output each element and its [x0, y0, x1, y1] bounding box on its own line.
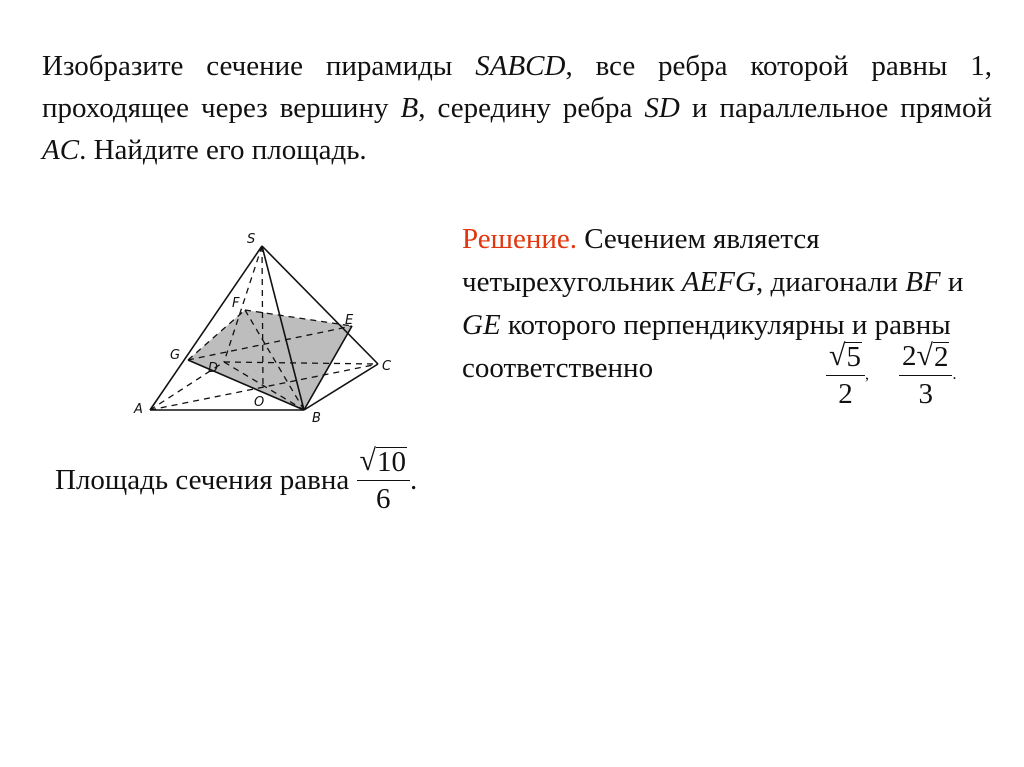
edge-name: SD [644, 92, 680, 124]
radical-sign: √ [829, 339, 846, 372]
solution-part: Сечением является четырехугольник [462, 223, 820, 298]
fraction-sqrt5-over-2 [826, 340, 865, 410]
denominator: 2 [838, 378, 853, 410]
solution-part: , диагонали [755, 266, 906, 298]
label-d: D [208, 361, 219, 376]
separator: , [864, 366, 869, 383]
pyramid-name: SABCD [475, 50, 566, 82]
problem-statement [42, 45, 992, 171]
label-f: F [232, 296, 240, 311]
fraction-bar [899, 375, 952, 376]
radicand: 2 [933, 341, 949, 373]
fraction-sqrt10-over-6 [357, 445, 410, 515]
section-name: AEFG [681, 266, 756, 298]
label-e: E [345, 313, 354, 328]
radicand: 5 [846, 341, 861, 373]
radicand: 10 [376, 446, 406, 478]
fraction-bar [357, 480, 410, 481]
coefficient: 2 [901, 340, 917, 372]
solution-label: Решение. [462, 223, 577, 255]
diagonal-name: BF [905, 266, 941, 298]
fraction-2sqrt2-over-3 [899, 340, 952, 410]
radical-sign: √ [916, 339, 933, 372]
denominator: 6 [376, 483, 391, 515]
period: . [409, 464, 418, 496]
pyramid-figure [120, 222, 410, 432]
area-text: Площадь сечения равна [55, 464, 350, 496]
problem-text: , все ребра которой равны 1, проходящее через вершину [42, 50, 993, 124]
fraction-bar [826, 375, 865, 376]
radical-sign: √ [359, 444, 376, 477]
solution-part: и [940, 266, 964, 298]
label-c: C [382, 359, 392, 374]
label-g: G [170, 348, 181, 363]
label-b: B [312, 411, 321, 426]
diagonal-name: GE [462, 309, 501, 341]
problem-text: . Найдите его площадь. [79, 134, 367, 166]
problem-text: Изобразите сечение пирамиды [42, 50, 476, 82]
label-a: A [134, 402, 143, 417]
denominator: 3 [918, 378, 933, 410]
line-name: AC [42, 134, 80, 166]
area-result [55, 445, 417, 515]
label-s: S [247, 232, 256, 247]
label-o: O [254, 395, 265, 410]
vertex-name: B [400, 92, 419, 124]
problem-text: , середину ребра [418, 92, 645, 124]
diagonal-lengths [826, 340, 956, 410]
problem-text: и параллельное прямой [679, 92, 992, 124]
period: . [952, 366, 957, 383]
solution-part: которого перпендикулярны и равны соответственно [462, 309, 951, 384]
